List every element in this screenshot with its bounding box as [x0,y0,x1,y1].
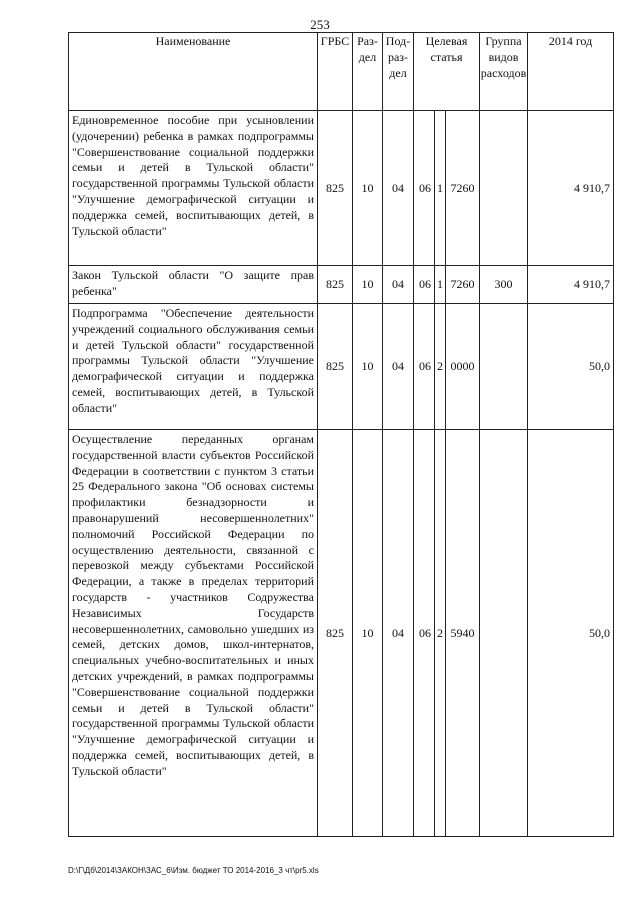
row-grbs: 825 [318,111,353,266]
row-razdel: 10 [353,111,383,266]
header-podrazdel: Под-раз-дел [383,33,414,111]
row-cs-program: 06 [414,111,435,266]
row-name: Подпрограмма "Обеспечение деятельности учреждений социального обслуживания семьи и детей Тульской области" государственной программы Тульской области "Улучшение демографической ситуации и поддержка семей, воспитывающих детей, в Тульской области" [69,304,318,430]
row-amount: 4 910,7 [528,266,614,304]
header-year: 2014 год [528,33,614,111]
row-cs-subprogram: 1 [435,111,446,266]
row-amount: 50,0 [528,304,614,430]
header-grbs: ГРБС [318,33,353,111]
row-cs-code: 0000 [446,304,480,430]
row-name: Осуществление переданных органам государственной власти субъектов Российской Федерации в соответствии с пунктом 3 статьи 25 Федерального закона "Об основах системы профилактики безнадзорности и правонарушений несовершеннолетних" полномочий Российской Федерации по осуществлению деятельности, связанной с перевозкой между субъектами Российской Федерации, а также в пределах территорий государств - участников Содружества Независимых Государств несовершеннолетних, самовольно ушедших из семей, детских домов, школ-интернатов, специальных учебно-воспитательных и иных детских учреждений, в рамках подпрограммы "Совершенствование социальной поддержки семьи и детей в Тульской области" государственной программы Тульской области "Улучшение демографической ситуации и поддержка семей, воспитывающих детей, в Тульской области" [69,430,318,837]
budget-table [68,32,614,837]
row-cs-program: 06 [414,304,435,430]
row-vr [480,304,528,430]
table-row [69,266,614,304]
row-grbs: 825 [318,266,353,304]
row-amount: 4 910,7 [528,111,614,266]
row-podrazdel: 04 [383,266,414,304]
row-cs-program: 06 [414,266,435,304]
row-grbs: 825 [318,430,353,837]
row-razdel: 10 [353,430,383,837]
row-podrazdel: 04 [383,304,414,430]
row-cs-code: 5940 [446,430,480,837]
row-vr [480,111,528,266]
row-razdel: 10 [353,304,383,430]
row-name: Закон Тульской области "О защите прав ребенка" [69,266,318,304]
header-gruppa: Группа видов расходов [480,33,528,111]
row-cs-code: 7260 [446,111,480,266]
row-razdel: 10 [353,266,383,304]
row-vr [480,430,528,837]
header-razdel: Раз-дел [353,33,383,111]
row-vr: 300 [480,266,528,304]
row-podrazdel: 04 [383,430,414,837]
row-cs-subprogram: 2 [435,304,446,430]
table-row [69,430,614,837]
table-row [69,111,614,266]
row-cs-program: 06 [414,430,435,837]
row-cs-subprogram: 1 [435,266,446,304]
header-name: Наименование [69,33,318,111]
row-amount: 50,0 [528,430,614,837]
page-number: 253 [310,17,330,32]
row-grbs: 825 [318,304,353,430]
header-celevaya: Целевая статья [414,33,480,111]
row-name: Единовременное пособие при усыновлении (удочерении) ребенка в рамках подпрограммы "Совершенствование социальной поддержки семьи и детей в Тульской области" государственной программы Тульской области "Улучшение демографической ситуации и поддержка семей, воспитывающих детей, в Тульской области" [69,111,318,266]
row-cs-subprogram: 2 [435,430,446,837]
table-row [69,304,614,430]
row-podrazdel: 04 [383,111,414,266]
table-header-row [69,33,614,111]
file-path-footer: D:\Г\Дб\2014\ЗАКОН\ЗАС_6\Изм. бюджет ТО 2014-2016_3 чт\pr5.xls [68,866,319,875]
row-cs-code: 7260 [446,266,480,304]
